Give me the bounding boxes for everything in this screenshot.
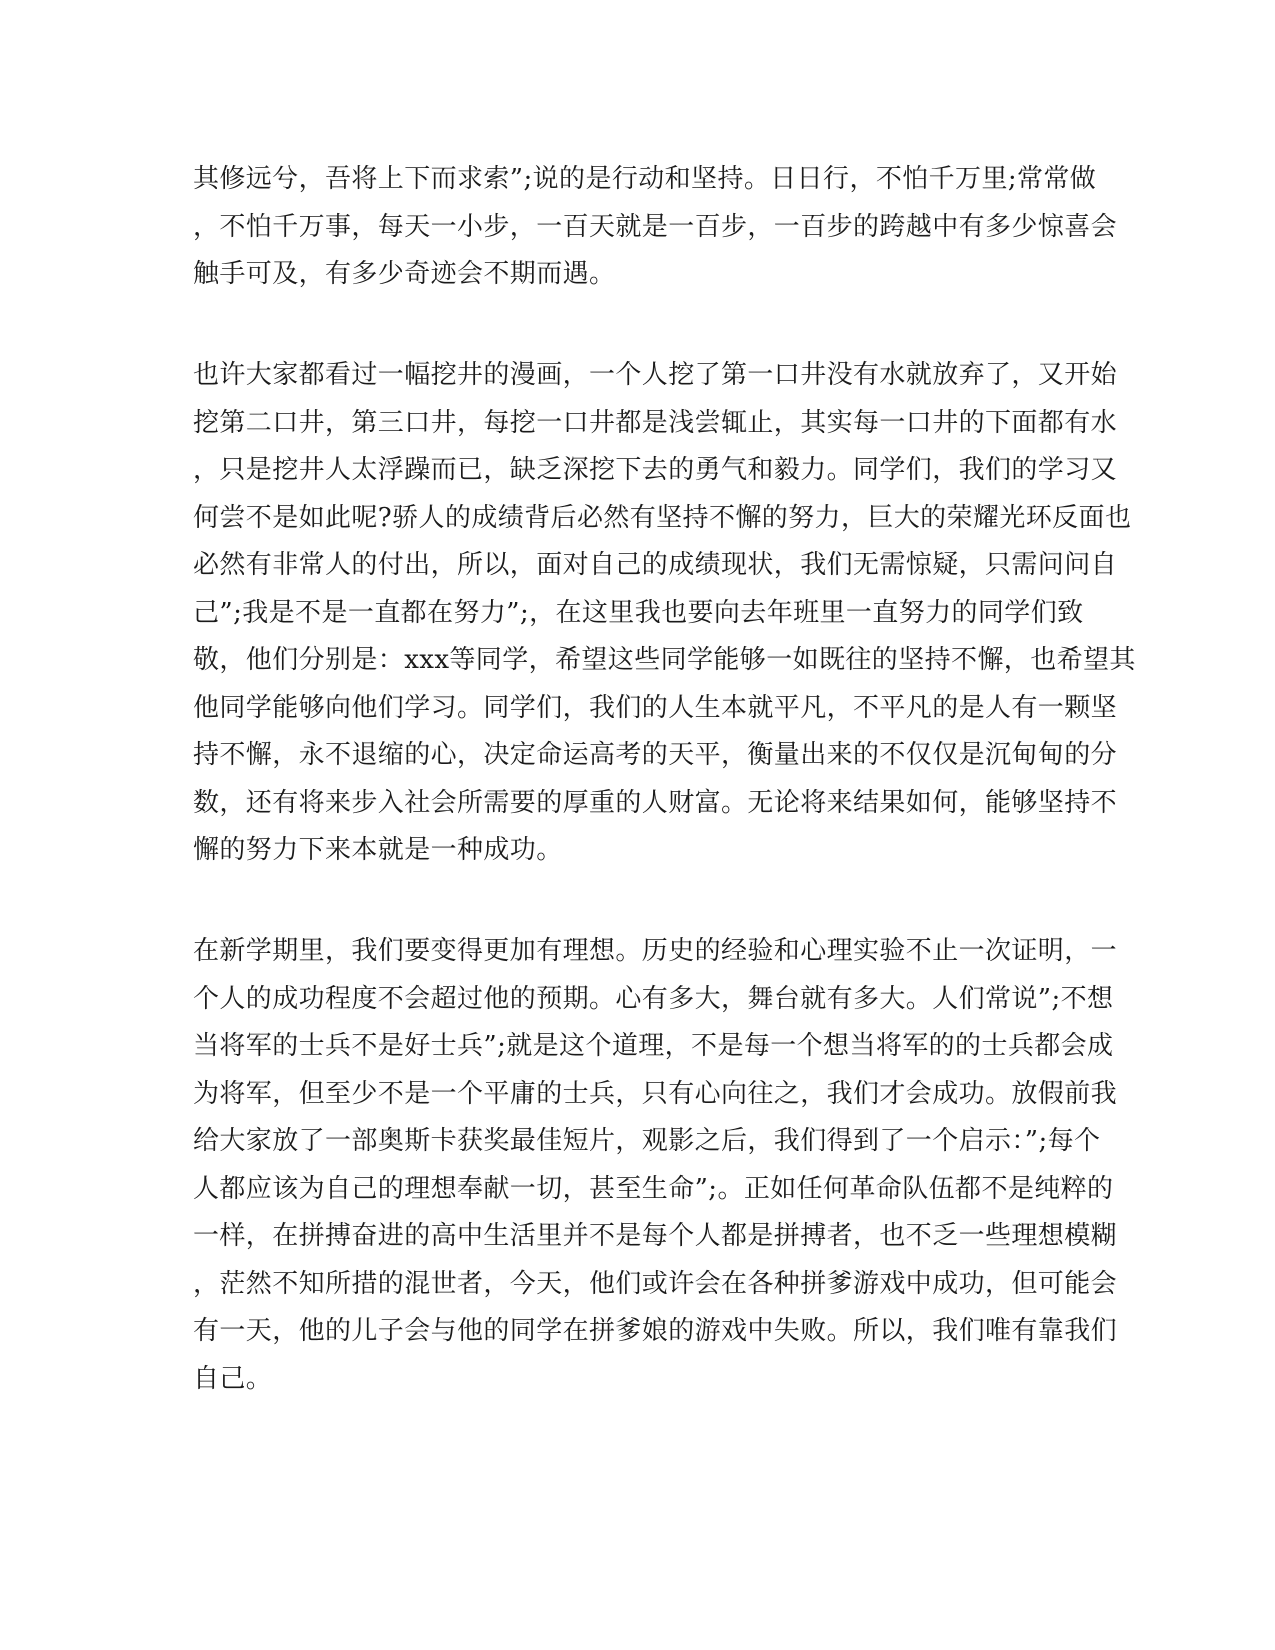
- text-line: 为将军，但至少不是一个平庸的士兵，只有心向往之，我们才会成功。放假前我: [193, 1078, 1118, 1109]
- text-line: 给大家放了一部奥斯卡获奖最佳短片，观影之后，我们得到了一个启示：”;每个: [193, 1126, 1101, 1156]
- text-line: ，茫然不知所措的混世者，今天，他们或许会在各种拼爹游戏中成功，但可能会: [193, 1268, 1118, 1299]
- text-line: 个人的成功程度不会超过他的预期。心有多大，舞台就有多大。人们常说”;不想: [193, 983, 1114, 1014]
- text-line: 何尝不是如此呢?骄人的成绩背后必然有坚持不懈的努力，巨大的荣耀光环反面也: [193, 502, 1132, 533]
- text-line: 数，还有将来步入社会所需要的厚重的人财富。无论将来结果如何，能够坚持不: [193, 787, 1118, 818]
- text-line: 一样，在拼搏奋进的高中生活里并不是每个人都是拼搏者，也不乏一些理想模糊: [193, 1221, 1118, 1251]
- text-line: 他同学能够向他们学习。同学们，我们的人生本就平凡，不平凡的是人有一颗坚: [193, 692, 1118, 723]
- text-line: 必然有非常人的付出，所以，面对自己的成绩现状，我们无需惊疑，只需问问自: [193, 550, 1118, 580]
- paragraph-2: [193, 352, 1136, 875]
- text-line: 挖第二口井，第三口井，每挖一口井都是浅尝辄止，其实每一口井的下面都有水: [193, 407, 1118, 438]
- text-line: 其修远兮，吾将上下而求索”;说的是行动和坚持。日日行，不怕千万里;常常做: [193, 164, 1097, 194]
- text-line: 自己。: [193, 1363, 273, 1394]
- text-line: 持不懈，永不退缩的心，决定命运高考的天平，衡量出来的不仅仅是沉甸甸的分: [193, 740, 1118, 770]
- text-line: 敬，他们分别是：xxx等同学，希望这些同学能够一如既往的坚持不懈，也希望其: [193, 645, 1136, 675]
- paragraph-3: [193, 928, 1118, 1403]
- text-line: ，不怕千万事，每天一小步，一百天就是一百步，一百步的跨越中有多少惊喜会: [193, 211, 1118, 242]
- text-line: 懈的努力下来本就是一种成功。: [193, 835, 563, 865]
- text-line: 触手可及，有多少奇迹会不期而遇。: [193, 259, 616, 289]
- text-line: 在新学期里，我们要变得更加有理想。历史的经验和心理实验不止一次证明，一: [193, 936, 1118, 966]
- text-line: ，只是挖井人太浮躁而已，缺乏深挖下去的勇气和毅力。同学们，我们的学习又: [193, 455, 1118, 485]
- text-line: 当将军的士兵不是好士兵”;就是这个道理，不是每一个想当将军的的士兵都会成: [193, 1031, 1114, 1061]
- text-line: 也许大家都看过一幅挖井的漫画，一个人挖了第一口井没有水就放弃了，又开始: [193, 360, 1118, 390]
- text-line: 有一天，他的儿子会与他的同学在拼爹娘的游戏中失败。所以，我们唯有靠我们: [193, 1316, 1118, 1346]
- paragraph-1: [193, 156, 1118, 299]
- text-line: 人都应该为自己的理想奉献一切，甚至生命”;。正如任何革命队伍都不是纯粹的: [193, 1173, 1114, 1204]
- text-line: 己”;我是不是一直都在努力”;，在这里我也要向去年班里一直努力的同学们致: [193, 597, 1084, 628]
